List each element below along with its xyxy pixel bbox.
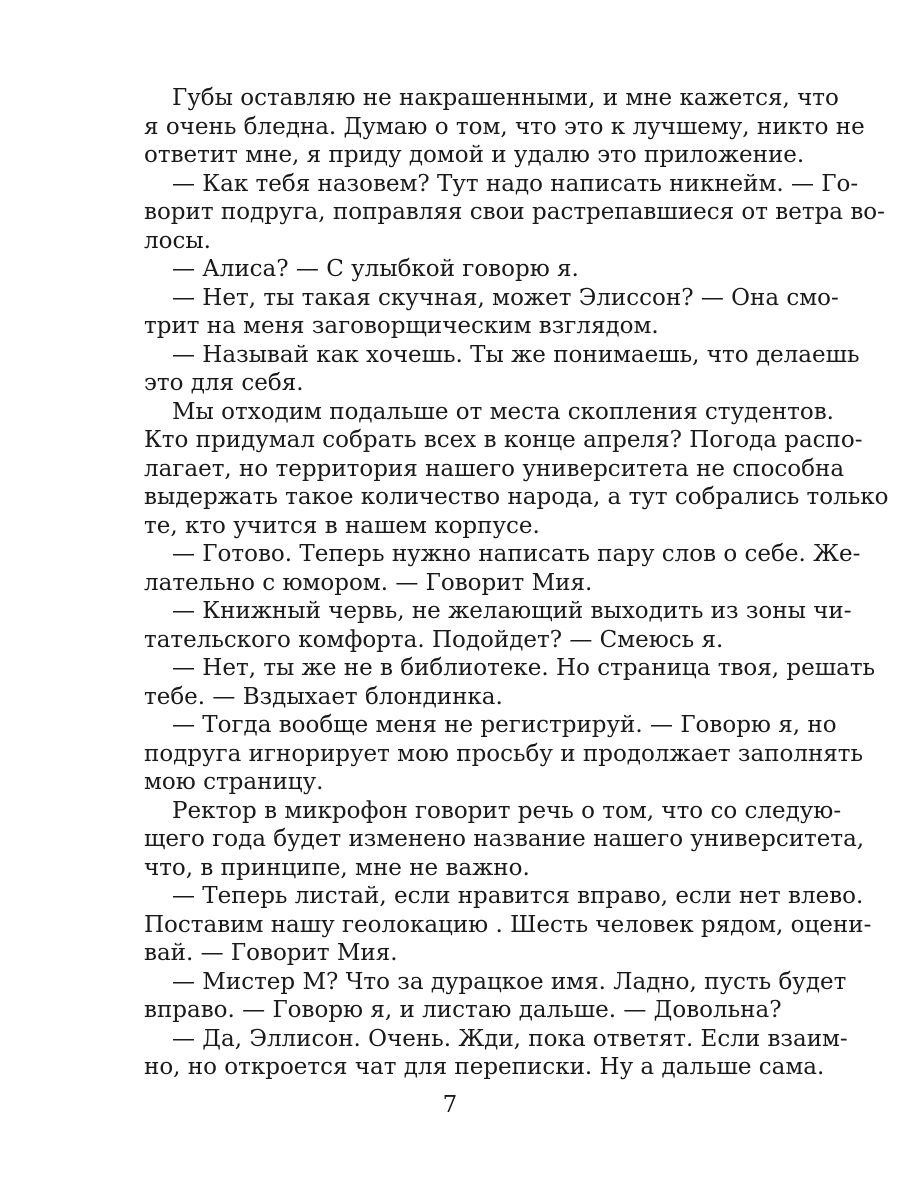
text-line: — Называй как хочешь. Ты же понимаешь, что делаешь bbox=[172, 341, 860, 368]
text-line: вай. — Говорит Мия. bbox=[144, 940, 398, 966]
text-line: ворит подруга, поправляя свои растрепавшиеся от ветра во- bbox=[144, 199, 885, 225]
text-line: Кто придумал собрать всех в конце апреля? Погода распо- bbox=[144, 427, 863, 453]
text-line: лагает, но территория нашего университета не способна bbox=[144, 455, 845, 482]
text-line: мою страницу. bbox=[144, 769, 324, 795]
text-line: это для себя. bbox=[144, 370, 304, 396]
page-number: 7 bbox=[442, 1092, 458, 1118]
text-line: — Тогда вообще меня не регистрируй. — Говорю я, но bbox=[172, 712, 837, 738]
text-line: — Готово. Теперь нужно написать пару слов о себе. Же- bbox=[172, 541, 861, 567]
text-line: ответит мне, я приду домой и удалю это приложение. bbox=[144, 142, 805, 168]
text-line: но, но откроется чат для переписки. Ну а дальше сама. bbox=[144, 1054, 825, 1080]
text-line: тательского комфорта. Подойдет? — Смеюсь я. bbox=[144, 626, 724, 653]
text-line: — Как тебя назовем? Тут надо написать никнейм. — Го- bbox=[172, 170, 859, 197]
text-line: щего года будет изменено название нашего университета, bbox=[144, 826, 865, 852]
text-line: подруга игнорирует мою просьбу и продолжает заполнять bbox=[144, 740, 864, 767]
text-line: те, кто учится в нашем корпусе. bbox=[144, 512, 540, 539]
text-line: Ректор в микрофон говорит речь о том, что со следую- bbox=[172, 797, 842, 824]
text-line: — Книжный червь, не желающий выходить из зоны чи- bbox=[172, 598, 852, 624]
body-text bbox=[144, 84, 889, 1082]
text-line: выдержать такое количество народа, а тут собрались только bbox=[144, 484, 889, 510]
text-line: я очень бледна. Думаю о том, что это к лучшему, никто не bbox=[144, 113, 865, 140]
text-line: лосы. bbox=[144, 227, 211, 254]
text-line: — Теперь листай, если нравится вправо, если нет влево. bbox=[172, 883, 864, 909]
text-line: что, в принципе, мне не важно. bbox=[144, 854, 530, 881]
text-line: — Нет, ты же не в библиотеке. Но страница твоя, решать bbox=[172, 655, 876, 681]
text-line: тебе. — Вздыхает блондинка. bbox=[144, 683, 503, 710]
text-line: лательно с юмором. — Говорит Мия. bbox=[144, 569, 593, 596]
text-line: Поставим нашу геолокацию . Шесть человек рядом, оцени- bbox=[144, 911, 872, 938]
text-line: трит на меня заговорщическим взглядом. bbox=[144, 313, 659, 339]
text-line: — Мистер М? Что за дурацкое имя. Ладно, пусть будет bbox=[172, 968, 847, 995]
text-line: Мы отходим подальше от места скопления студентов. bbox=[172, 398, 834, 425]
text-line: — Да, Эллисон. Очень. Жди, пока ответят. Если взаим- bbox=[172, 1025, 848, 1052]
text-line: Губы оставляю не накрашенными, и мне кажется, что bbox=[172, 85, 839, 111]
text-line: — Алиса? — С улыбкой говорю я. bbox=[172, 256, 579, 282]
text-line: вправо. — Говорю я, и листаю дальше. — Довольна? bbox=[144, 997, 782, 1023]
text-line: — Нет, ты такая скучная, может Элиссон? — Она смо- bbox=[172, 284, 839, 311]
